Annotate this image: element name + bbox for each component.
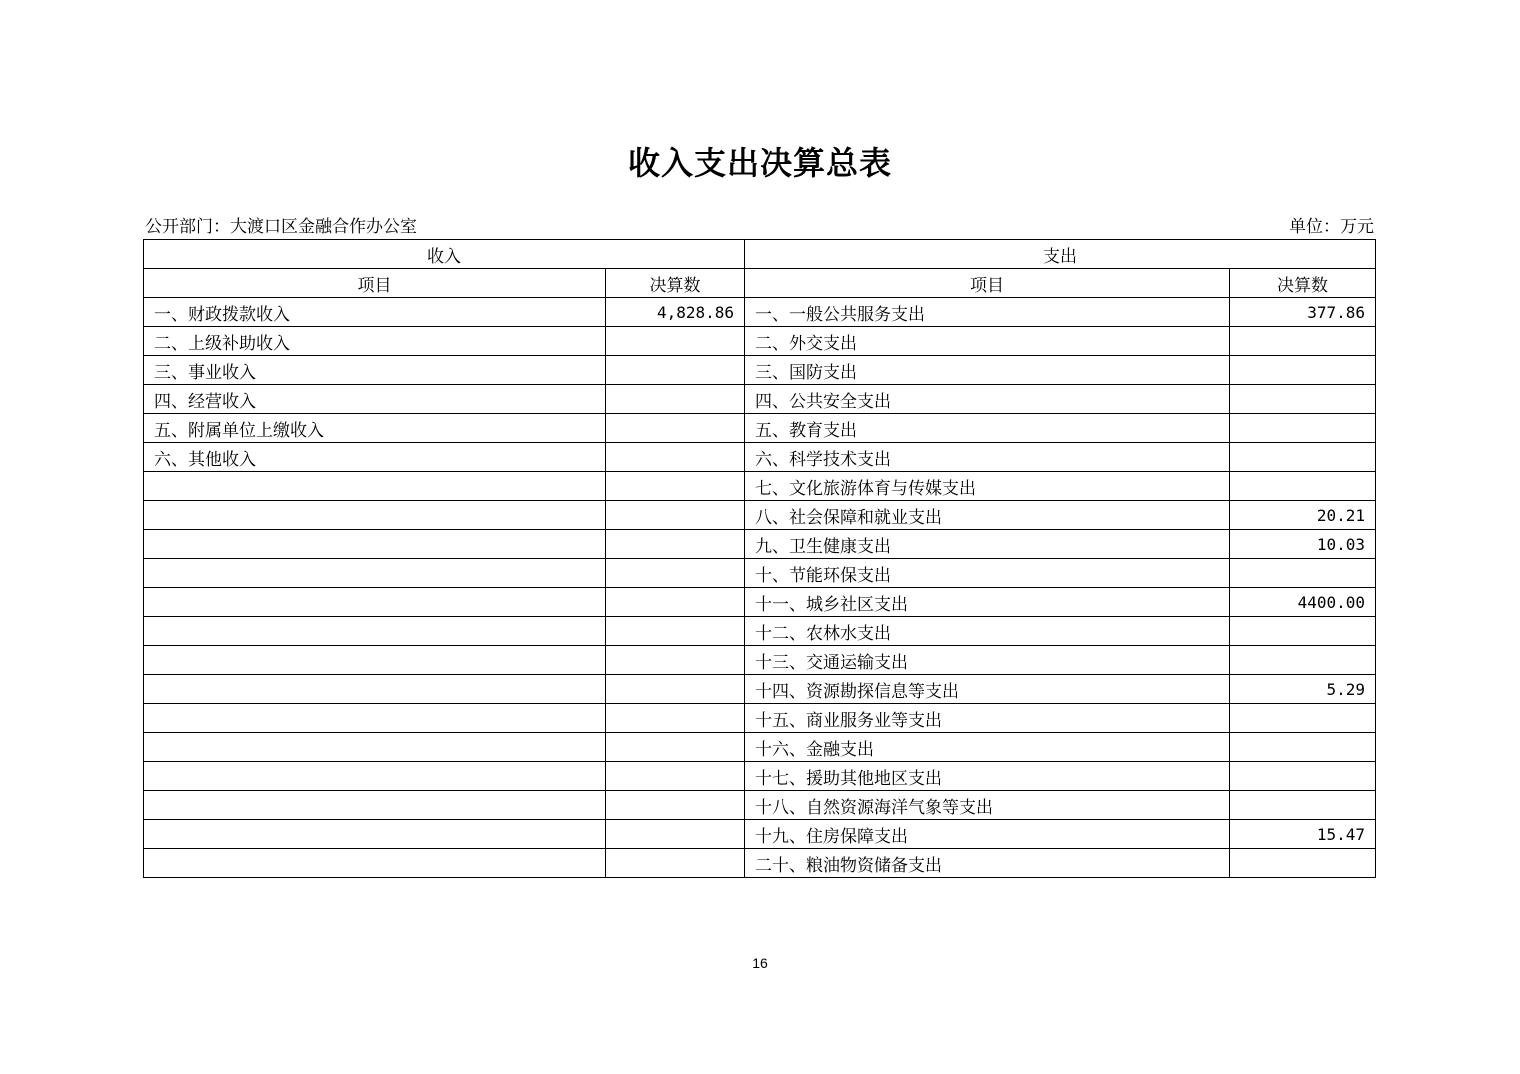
expense-amount-cell xyxy=(1230,733,1376,762)
expense-amount-cell xyxy=(1230,762,1376,791)
income-amount-cell xyxy=(606,733,745,762)
income-amount-cell xyxy=(606,356,745,385)
expense-item-cell: 十五、商业服务业等支出 xyxy=(745,704,1230,733)
expense-item-cell: 十、节能环保支出 xyxy=(745,559,1230,588)
expense-item-cell: 四、公共安全支出 xyxy=(745,385,1230,414)
income-amount-cell xyxy=(606,704,745,733)
expense-item-cell: 七、文化旅游体育与传媒支出 xyxy=(745,472,1230,501)
expense-amount-cell xyxy=(1230,791,1376,820)
expense-amount-cell xyxy=(1230,385,1376,414)
income-amount-cell xyxy=(606,617,745,646)
expense-item-cell: 五、教育支出 xyxy=(745,414,1230,443)
expense-item-cell: 三、国防支出 xyxy=(745,356,1230,385)
income-item-cell xyxy=(144,559,606,588)
expense-item-cell: 八、社会保障和就业支出 xyxy=(745,501,1230,530)
expense-item-cell: 九、卫生健康支出 xyxy=(745,530,1230,559)
expense-amount-cell xyxy=(1230,327,1376,356)
expense-item-cell: 二十、粮油物资储备支出 xyxy=(745,849,1230,878)
table-row xyxy=(144,559,1376,588)
income-amount-cell xyxy=(606,820,745,849)
income-item-cell xyxy=(144,849,606,878)
table-row xyxy=(144,675,1376,704)
income-expense-table xyxy=(143,239,1376,878)
expense-amount-cell: 377.86 xyxy=(1230,298,1376,327)
income-amount-cell xyxy=(606,849,745,878)
income-amount-cell xyxy=(606,501,745,530)
table-row xyxy=(144,327,1376,356)
income-item-cell xyxy=(144,791,606,820)
header-income-amount: 决算数 xyxy=(606,269,745,298)
income-item-cell xyxy=(144,820,606,849)
header-row-groups xyxy=(144,240,1376,269)
table-row xyxy=(144,646,1376,675)
header-income-item: 项目 xyxy=(144,269,606,298)
income-amount-cell xyxy=(606,414,745,443)
expense-item-cell: 一、一般公共服务支出 xyxy=(745,298,1230,327)
table-row xyxy=(144,762,1376,791)
table-row xyxy=(144,617,1376,646)
income-item-cell xyxy=(144,588,606,617)
income-item-cell xyxy=(144,704,606,733)
expense-amount-cell xyxy=(1230,443,1376,472)
expense-amount-cell: 5.29 xyxy=(1230,675,1376,704)
expense-amount-cell xyxy=(1230,849,1376,878)
income-amount-cell xyxy=(606,588,745,617)
income-amount-cell xyxy=(606,675,745,704)
income-amount-cell xyxy=(606,791,745,820)
table-row xyxy=(144,356,1376,385)
expense-amount-cell xyxy=(1230,617,1376,646)
expense-item-cell: 十四、资源勘探信息等支出 xyxy=(745,675,1230,704)
page-number: 16 xyxy=(752,955,768,971)
header-income: 收入 xyxy=(144,240,745,269)
expense-amount-cell xyxy=(1230,414,1376,443)
income-amount-cell: 4,828.86 xyxy=(606,298,745,327)
table-row xyxy=(144,849,1376,878)
expense-amount-cell xyxy=(1230,559,1376,588)
table-row xyxy=(144,588,1376,617)
income-item-cell: 一、财政拨款收入 xyxy=(144,298,606,327)
expense-item-cell: 十六、金融支出 xyxy=(745,733,1230,762)
income-item-cell: 四、经营收入 xyxy=(144,385,606,414)
expense-item-cell: 二、外交支出 xyxy=(745,327,1230,356)
income-amount-cell xyxy=(606,472,745,501)
income-item-cell: 二、上级补助收入 xyxy=(144,327,606,356)
income-amount-cell xyxy=(606,762,745,791)
expense-item-cell: 十七、援助其他地区支出 xyxy=(745,762,1230,791)
income-amount-cell xyxy=(606,443,745,472)
table-row xyxy=(144,704,1376,733)
income-item-cell xyxy=(144,762,606,791)
income-item-cell xyxy=(144,675,606,704)
department-label: 公开部门：大渡口区金融合作办公室 xyxy=(145,217,417,237)
income-item-cell: 六、其他收入 xyxy=(144,443,606,472)
income-amount-cell xyxy=(606,559,745,588)
table-row xyxy=(144,414,1376,443)
table-body xyxy=(144,240,1376,878)
income-amount-cell xyxy=(606,327,745,356)
expense-amount-cell: 4400.00 xyxy=(1230,588,1376,617)
table-row xyxy=(144,501,1376,530)
table-row xyxy=(144,820,1376,849)
income-amount-cell xyxy=(606,646,745,675)
table-row xyxy=(144,385,1376,414)
expense-amount-cell xyxy=(1230,646,1376,675)
table-row xyxy=(144,298,1376,327)
table-row xyxy=(144,530,1376,559)
income-item-cell xyxy=(144,472,606,501)
page-title: 收入支出决算总表 xyxy=(627,144,892,182)
income-amount-cell xyxy=(606,530,745,559)
income-amount-cell xyxy=(606,385,745,414)
expense-amount-cell xyxy=(1230,472,1376,501)
income-item-cell xyxy=(144,733,606,762)
income-item-cell xyxy=(144,646,606,675)
expense-item-cell: 十八、自然资源海洋气象等支出 xyxy=(745,791,1230,820)
header-row-columns xyxy=(144,269,1376,298)
expense-amount-cell xyxy=(1230,704,1376,733)
unit-label: 单位：万元 xyxy=(1289,217,1374,237)
expense-item-cell: 十九、住房保障支出 xyxy=(745,820,1230,849)
table-row xyxy=(144,733,1376,762)
income-item-cell: 三、事业收入 xyxy=(144,356,606,385)
expense-amount-cell: 10.03 xyxy=(1230,530,1376,559)
income-item-cell xyxy=(144,501,606,530)
table-row xyxy=(144,472,1376,501)
header-expense-item: 项目 xyxy=(745,269,1230,298)
income-item-cell: 五、附属单位上缴收入 xyxy=(144,414,606,443)
expense-item-cell: 六、科学技术支出 xyxy=(745,443,1230,472)
header-expense-amount: 决算数 xyxy=(1230,269,1376,298)
income-item-cell xyxy=(144,617,606,646)
table-row xyxy=(144,791,1376,820)
table-row xyxy=(144,443,1376,472)
expense-item-cell: 十一、城乡社区支出 xyxy=(745,588,1230,617)
expense-amount-cell xyxy=(1230,356,1376,385)
income-item-cell xyxy=(144,530,606,559)
expense-item-cell: 十二、农林水支出 xyxy=(745,617,1230,646)
header-expense: 支出 xyxy=(745,240,1376,269)
expense-amount-cell: 20.21 xyxy=(1230,501,1376,530)
expense-item-cell: 十三、交通运输支出 xyxy=(745,646,1230,675)
expense-amount-cell: 15.47 xyxy=(1230,820,1376,849)
